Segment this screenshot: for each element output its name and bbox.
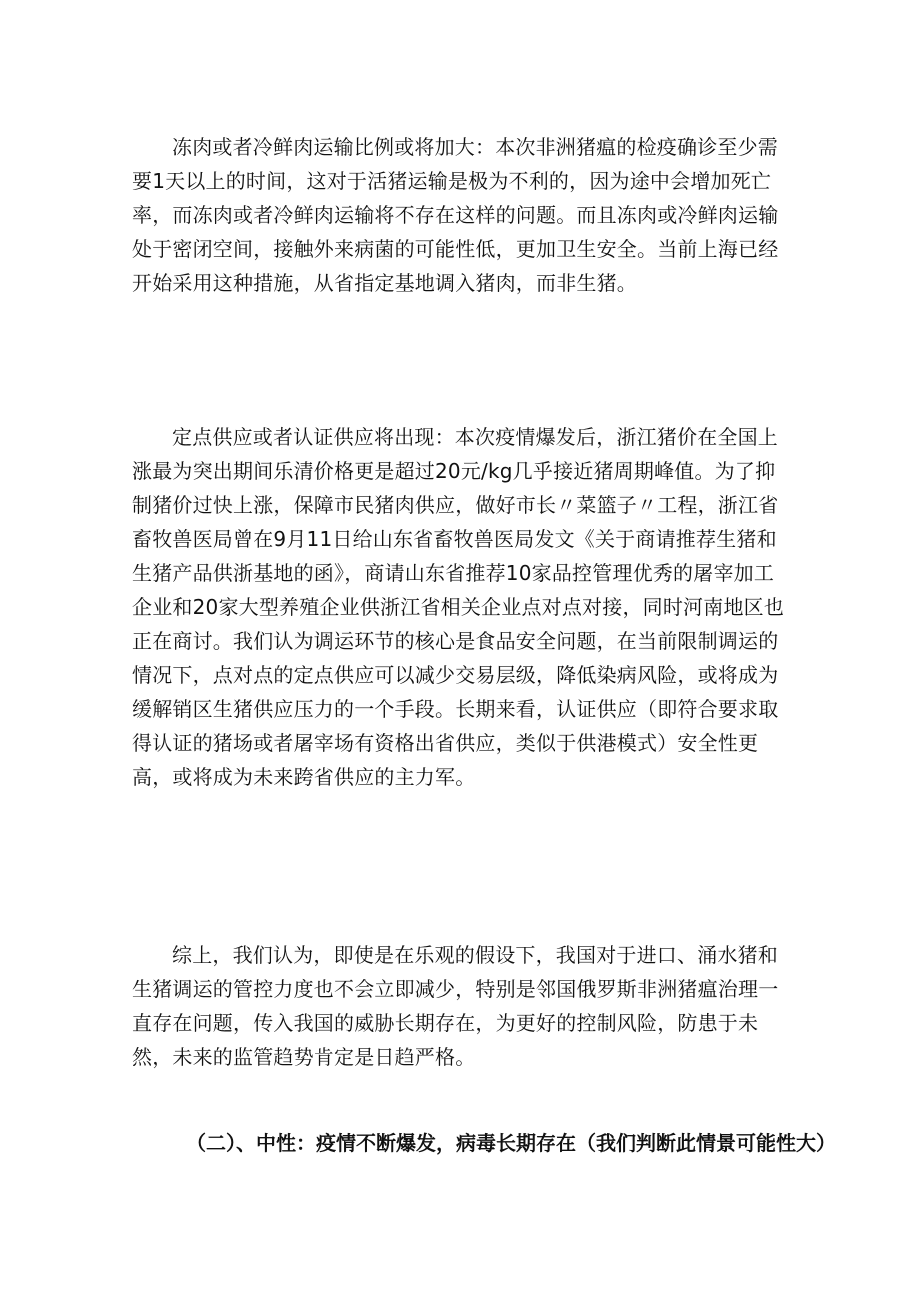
paragraph-frozen-meat-transport: 冻肉或者冷鲜肉运输比例或将加大：本次非洲猪瘟的检疫确诊至少需要1天以上的时间，这对于活猪运输是极为不利的，因为途中会增加死亡率，而冻肉或者冷鲜肉运输将不存在这样的问题。而且冻肉或冷鲜肉运输处于密闭空间，接触外来病菌的可能性低，更加卫生安全。当前上海已经开始采用这种措施，从省指定基地调入猪肉，而非生猪。 — [132, 135, 779, 295]
paragraph-designated-supply: 定点供应或者认证供应将出现：本次疫情爆发后，浙江猪价在全国上涨最为突出期间乐清价格更是超过20元/kg几乎接近猪周期峰值。为了抑制猪价过快上涨，保障市民猪肉供应，做好市长〃菜篮子〃工程，浙江省畜牧兽医局曾在9月11日给山东省畜牧兽医局发文《关于商请推荐生猪和生猪产品供浙基地的函》，商请山东省推荐10家品控管理优秀的屠宰加工企业和20家大型养殖企业供浙江省相关企业点对点对接，同时河南地区也正在商讨。我们认为调运环节的核心是食品安全问题，在当前限制调运的情况下，点对点的定点供应可以减少交易层级，降低染病风险，或将成为缓解销区生猪供应压力的一个手段。长期来看，认证供应（即符合要求取得认证的猪场或者屠宰场有资格出省供应，类似于供港模式）安全性更高，或将成为未来跨省供应的主力军。 — [132, 425, 785, 789]
section-heading: （二）、中性：疫情不断爆发，病毒长期存在（我们判断此情景可能性大） — [186, 1131, 836, 1155]
paragraph-summary: 综上，我们认为，即使是在乐观的假设下，我国对于进口、涌水猪和生猪调运的管控力度也不会立即减少，特别是邻国俄罗斯非洲猪瘟治理一直存在问题，传入我国的威胁长期存在，为更好的控制风险，防患于未然，未来的监管趋势肯定是日趋严格。 — [132, 943, 779, 1069]
